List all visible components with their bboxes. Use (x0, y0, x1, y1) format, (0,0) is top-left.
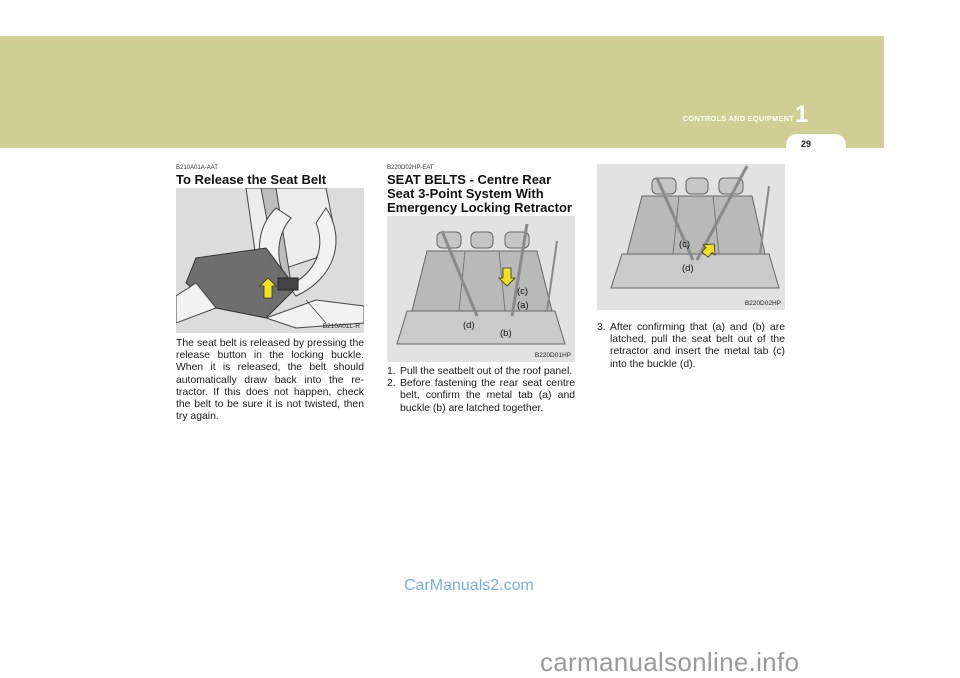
figure-release-buckle (176, 188, 364, 333)
figure-label: B220D01HP (534, 352, 571, 359)
footer-watermark[interactable]: carmanualsonline.info (540, 647, 800, 677)
centre-belt-steps (387, 366, 575, 415)
figure-label: B220D02HP (744, 300, 781, 307)
column-release-seat-belt (176, 165, 364, 187)
callout-a: (a) (517, 300, 529, 311)
page-number: 29 (800, 139, 811, 149)
figure-rear-seat-belt-2 (597, 164, 785, 310)
step-item (387, 366, 575, 378)
callout-b: (b) (500, 328, 512, 339)
seat-belt-release-illustration (176, 188, 364, 333)
section-heading: SEAT BELTS - Centre Rear Seat 3-Point System With Emergency Locking Retractor (387, 172, 572, 215)
section-code: B220D02HP-EAT (387, 165, 434, 171)
callout-c: (c) (517, 286, 529, 297)
release-instructions: The seat belt is released by pressing the release button in the locking buckle. When it is released, the belt should automatically draw back into the re-tractor. If this does not happen, check the belt to be sure it is not twisted, then try again. (176, 338, 364, 423)
callout-d: (d) (682, 263, 694, 274)
header-color-band (0, 36, 884, 148)
rear-seat-illustration (387, 216, 575, 362)
callout-d: (d) (463, 320, 475, 331)
figure-rear-seat-belt-1 (387, 216, 575, 362)
section-code: B210A01A-AAT (176, 165, 218, 171)
step-text: Pull the seatbelt out of the roof panel. (400, 366, 573, 377)
step-text: Before fastening the rear seat centre belt, confirm the metal tab (a) and buckle (b) are latched together. (400, 378, 575, 414)
column-centre-rear-seat (387, 165, 575, 215)
buckle-steps (597, 322, 785, 371)
section-heading: To Release the Seat Belt (176, 172, 327, 187)
step-number: 1. (387, 366, 396, 377)
step-item (387, 378, 575, 415)
header-band (0, 0, 884, 148)
callout-c: (c) (679, 239, 691, 250)
step-number: 3. (597, 322, 606, 333)
figure-label: B210A01L-R (322, 323, 360, 330)
step-item (597, 322, 785, 371)
step-text: After confirming that (a) and (b) are latched, pull the seat belt out of the retractor and insert the metal tab (c) into the buckle (d). (610, 322, 785, 370)
section-title: CONTROLS AND EQUIPMENT (682, 114, 794, 123)
rear-seat-buckle-illustration (597, 164, 785, 310)
chapter-number: 1 (795, 101, 809, 128)
step-number: 2. (387, 378, 396, 390)
carmanuals-watermark[interactable]: CarManuals2.com (404, 577, 534, 594)
